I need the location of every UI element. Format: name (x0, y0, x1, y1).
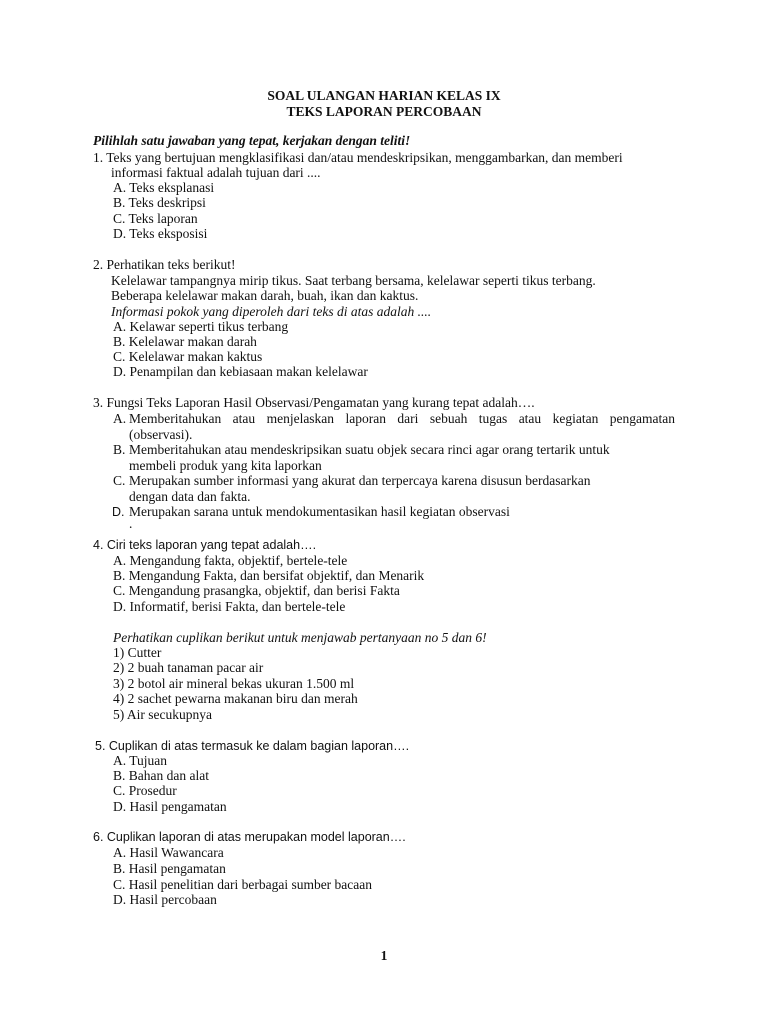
q5-option-d: D. Hasil pengamatan (113, 799, 227, 814)
q2-option-d: D. Penampilan dan kebiasaan makan kelelawar (113, 364, 368, 379)
q3-option-b-line-2: membeli produk yang kita laporkan (129, 458, 322, 473)
q2-option-a: A. Kelawar seperti tikus terbang (113, 319, 289, 334)
excerpt-item: 3) 2 botol air mineral bekas ukuran 1.500 ml (113, 676, 355, 691)
q1-stem-line-2: informasi faktual adalah tujuan dari .... (111, 165, 321, 180)
q3-option-d-line-2: . (129, 516, 133, 531)
q1-option-b: B. Teks deskripsi (113, 195, 206, 210)
q3-stem (93, 395, 535, 411)
excerpt-item: 1) Cutter (113, 645, 162, 660)
q2-text-line-2: Beberapa kelelawar makan darah, buah, ikan dan kaktus. (111, 288, 419, 303)
q6-option-c: C. Hasil penelitian dari berbagai sumber bacaan (113, 877, 373, 892)
q1-option-c: C. Teks laporan (113, 211, 198, 226)
q5-option-b: B. Bahan dan alat (113, 768, 209, 783)
q3-option-a-line-1: Memberitahukan atau menjelaskan laporan dari sebuah tugas atau kegiatan pengamatan (129, 411, 675, 426)
q3-stem-text: 3. Fungsi Teks Laporan Hasil Observasi/Pengamatan yang kurang tepat adalah…. (93, 395, 535, 410)
excerpt-item: 2) 2 buah tanaman pacar air (113, 660, 264, 675)
q5-option-a: A. Tujuan (113, 753, 168, 768)
q4-option-d: D. Informatif, berisi Fakta, dan bertele-tele (113, 599, 346, 614)
q6-stem: 6. Cuplikan laporan di atas merupakan model laporan…. (93, 830, 406, 844)
q1-option-a: A. Teks eksplanasi (113, 180, 215, 195)
page-number: 1 (380, 948, 388, 963)
q2-stem: 2. Perhatikan teks berikut! (93, 257, 236, 272)
excerpt-item: 5) Air secukupnya (113, 707, 212, 722)
title-line-2: TEKS LAPORAN PERCOBAAN (286, 104, 482, 119)
excerpt-intro: Perhatikan cuplikan berikut untuk menjawab pertanyaan no 5 dan 6! (113, 630, 487, 645)
q2-option-b: B. Kelelawar makan darah (113, 334, 257, 349)
q3-option-d-label: D. (112, 505, 125, 519)
q3-option-b-label: B. (113, 442, 126, 457)
q4-option-b: B. Mengandung Fakta, dan bersifat objektif, dan Menarik (113, 568, 425, 583)
q4-option-a: A. Mengandung fakta, objektif, bertele-tele (113, 553, 348, 568)
q4-option-c: C. Mengandung prasangka, objektif, dan berisi Fakta (113, 583, 400, 598)
q2-text-line-1: Kelelawar tampangnya mirip tikus. Saat terbang bersama, kelelawar seperti tikus terbang. (111, 273, 596, 288)
q2-question: Informasi pokok yang diperoleh dari teks di atas adalah .... (111, 304, 432, 319)
q3-option-b-line-1: Memberitahukan atau mendeskripsikan suatu objek secara rinci agar orang tertarik untuk (129, 442, 610, 457)
title-line-1: SOAL ULANGAN HARIAN KELAS IX (267, 88, 501, 103)
excerpt-item: 4) 2 sachet pewarna makanan biru dan merah (113, 691, 358, 706)
q5-option-c: C. Prosedur (113, 783, 177, 798)
q4-stem: 4. Ciri teks laporan yang tepat adalah…. (93, 538, 317, 552)
q6-option-a: A. Hasil Wawancara (113, 845, 224, 860)
q2-option-c: C. Kelelawar makan kaktus (113, 349, 263, 364)
instruction: Pilihlah satu jawaban yang tepat, kerjakan dengan teliti! (93, 133, 411, 148)
q6-option-d: D. Hasil percobaan (113, 892, 217, 907)
q3-option-c-line-1: Merupakan sumber informasi yang akurat dan terpercaya karena disusun berdasarkan (129, 473, 591, 488)
q1-option-d: D. Teks eksposisi (113, 226, 208, 241)
q3-option-d-line-1: Merupakan sarana untuk mendokumentasikan hasil kegiatan observasi (129, 504, 510, 519)
q3-option-a-label: A. (113, 411, 127, 426)
q3-option-a-line-2: (observasi). (129, 427, 193, 442)
q3-option-c-label: C. (113, 473, 126, 488)
q3-option-c-line-2: dengan data dan fakta. (129, 489, 251, 504)
q6-option-b: B. Hasil pengamatan (113, 861, 226, 876)
q5-stem: 5. Cuplikan di atas termasuk ke dalam bagian laporan…. (95, 739, 410, 753)
q1-stem-line-1: 1. Teks yang bertujuan mengklasifikasi dan/atau mendeskripsikan, menggambarkan, dan memberi (93, 150, 623, 165)
